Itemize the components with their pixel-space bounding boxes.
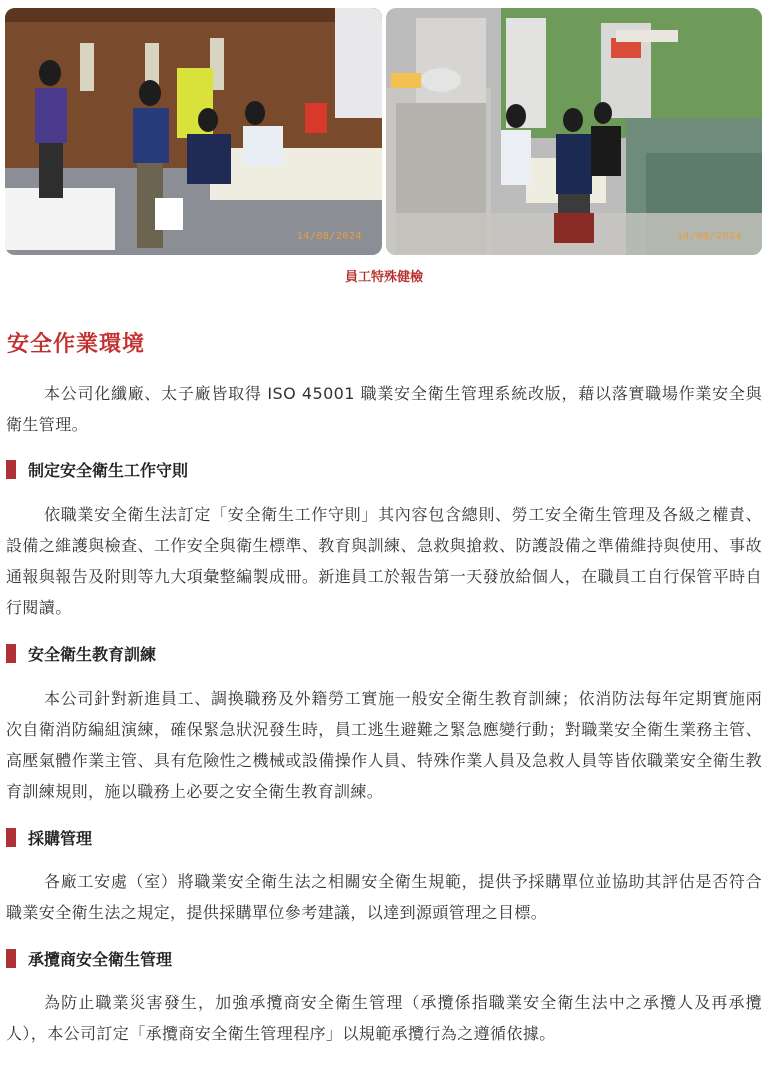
health-check-photo-left	[5, 8, 382, 255]
subsection-heading-text: 採購管理	[28, 829, 93, 848]
health-check-scene-left	[5, 8, 382, 255]
subsection-heading	[6, 947, 172, 970]
subsection-body: 各廠工安處（室）將職業安全衛生法之相關安全衛生規範，提供予採購單位並協助其評估是否符合職業安全衛生法之規定，提供採購單位參考建議，以達到源頭管理之目標。	[6, 872, 762, 922]
section-title: 安全作業環境	[7, 332, 146, 357]
health-check-photo-right	[386, 8, 762, 255]
intro-paragraph: 本公司化纖廠、太子廠皆取得 ISO 45001 職業安全衛生管理系統改版，藉以落實職場作業安全與衛生管理。	[6, 384, 762, 434]
photo-row	[5, 8, 762, 255]
heading-marker-icon	[6, 949, 16, 968]
subsection-heading-text: 承攬商安全衛生管理	[28, 950, 173, 969]
health-check-scene-right	[386, 8, 762, 255]
subsection-heading	[6, 458, 188, 481]
subsection-body: 本公司針對新進員工、調換職務及外籍勞工實施一般安全衛生教育訓練；依消防法每年定期實施兩次自衛消防編組演練，確保緊急狀況發生時，員工逃生避難之緊急應變行動；對職業安全衛生業務主管、高壓氣體作業主管、具有危險性之機械或設備操作人員、特殊作業人員及急救人員等皆依職業安全衛生教育訓練規則，施以職務上必要之安全衛生教育訓練。	[6, 689, 762, 801]
heading-marker-icon	[6, 460, 16, 479]
heading-marker-icon	[6, 644, 16, 663]
photo-caption: 員工特殊健檢	[344, 270, 423, 285]
date-stamp: 14/08/2024	[296, 231, 362, 242]
heading-marker-icon	[6, 828, 16, 847]
subsection-heading-text: 安全衛生教育訓練	[28, 645, 157, 664]
date-stamp: 14/08/2024	[676, 231, 742, 242]
subsection-body: 為防止職業災害發生，加強承攬商安全衛生管理（承攬係指職業安全衛生法中之承攬人及再承攬人），本公司訂定「承攬商安全衛生管理程序」以規範承攬行為之遵循依據。	[6, 993, 762, 1043]
subsection-heading	[6, 642, 156, 665]
subsection-heading-text: 制定安全衛生工作守則	[28, 461, 189, 480]
subsection-heading	[6, 826, 92, 849]
subsection-body: 依職業安全衛生法訂定「安全衛生工作守則」其內容包含總則、勞工安全衛生管理及各級之權責、設備之維護與檢查、工作安全與衛生標準、教育與訓練、急救與搶救、防護設備之準備維持與使用、事故通報與報告及附則等九大項彙整編製成冊。新進員工於報告第一天發放給個人，在職員工自行保管平時自行閱讀。	[6, 505, 762, 617]
